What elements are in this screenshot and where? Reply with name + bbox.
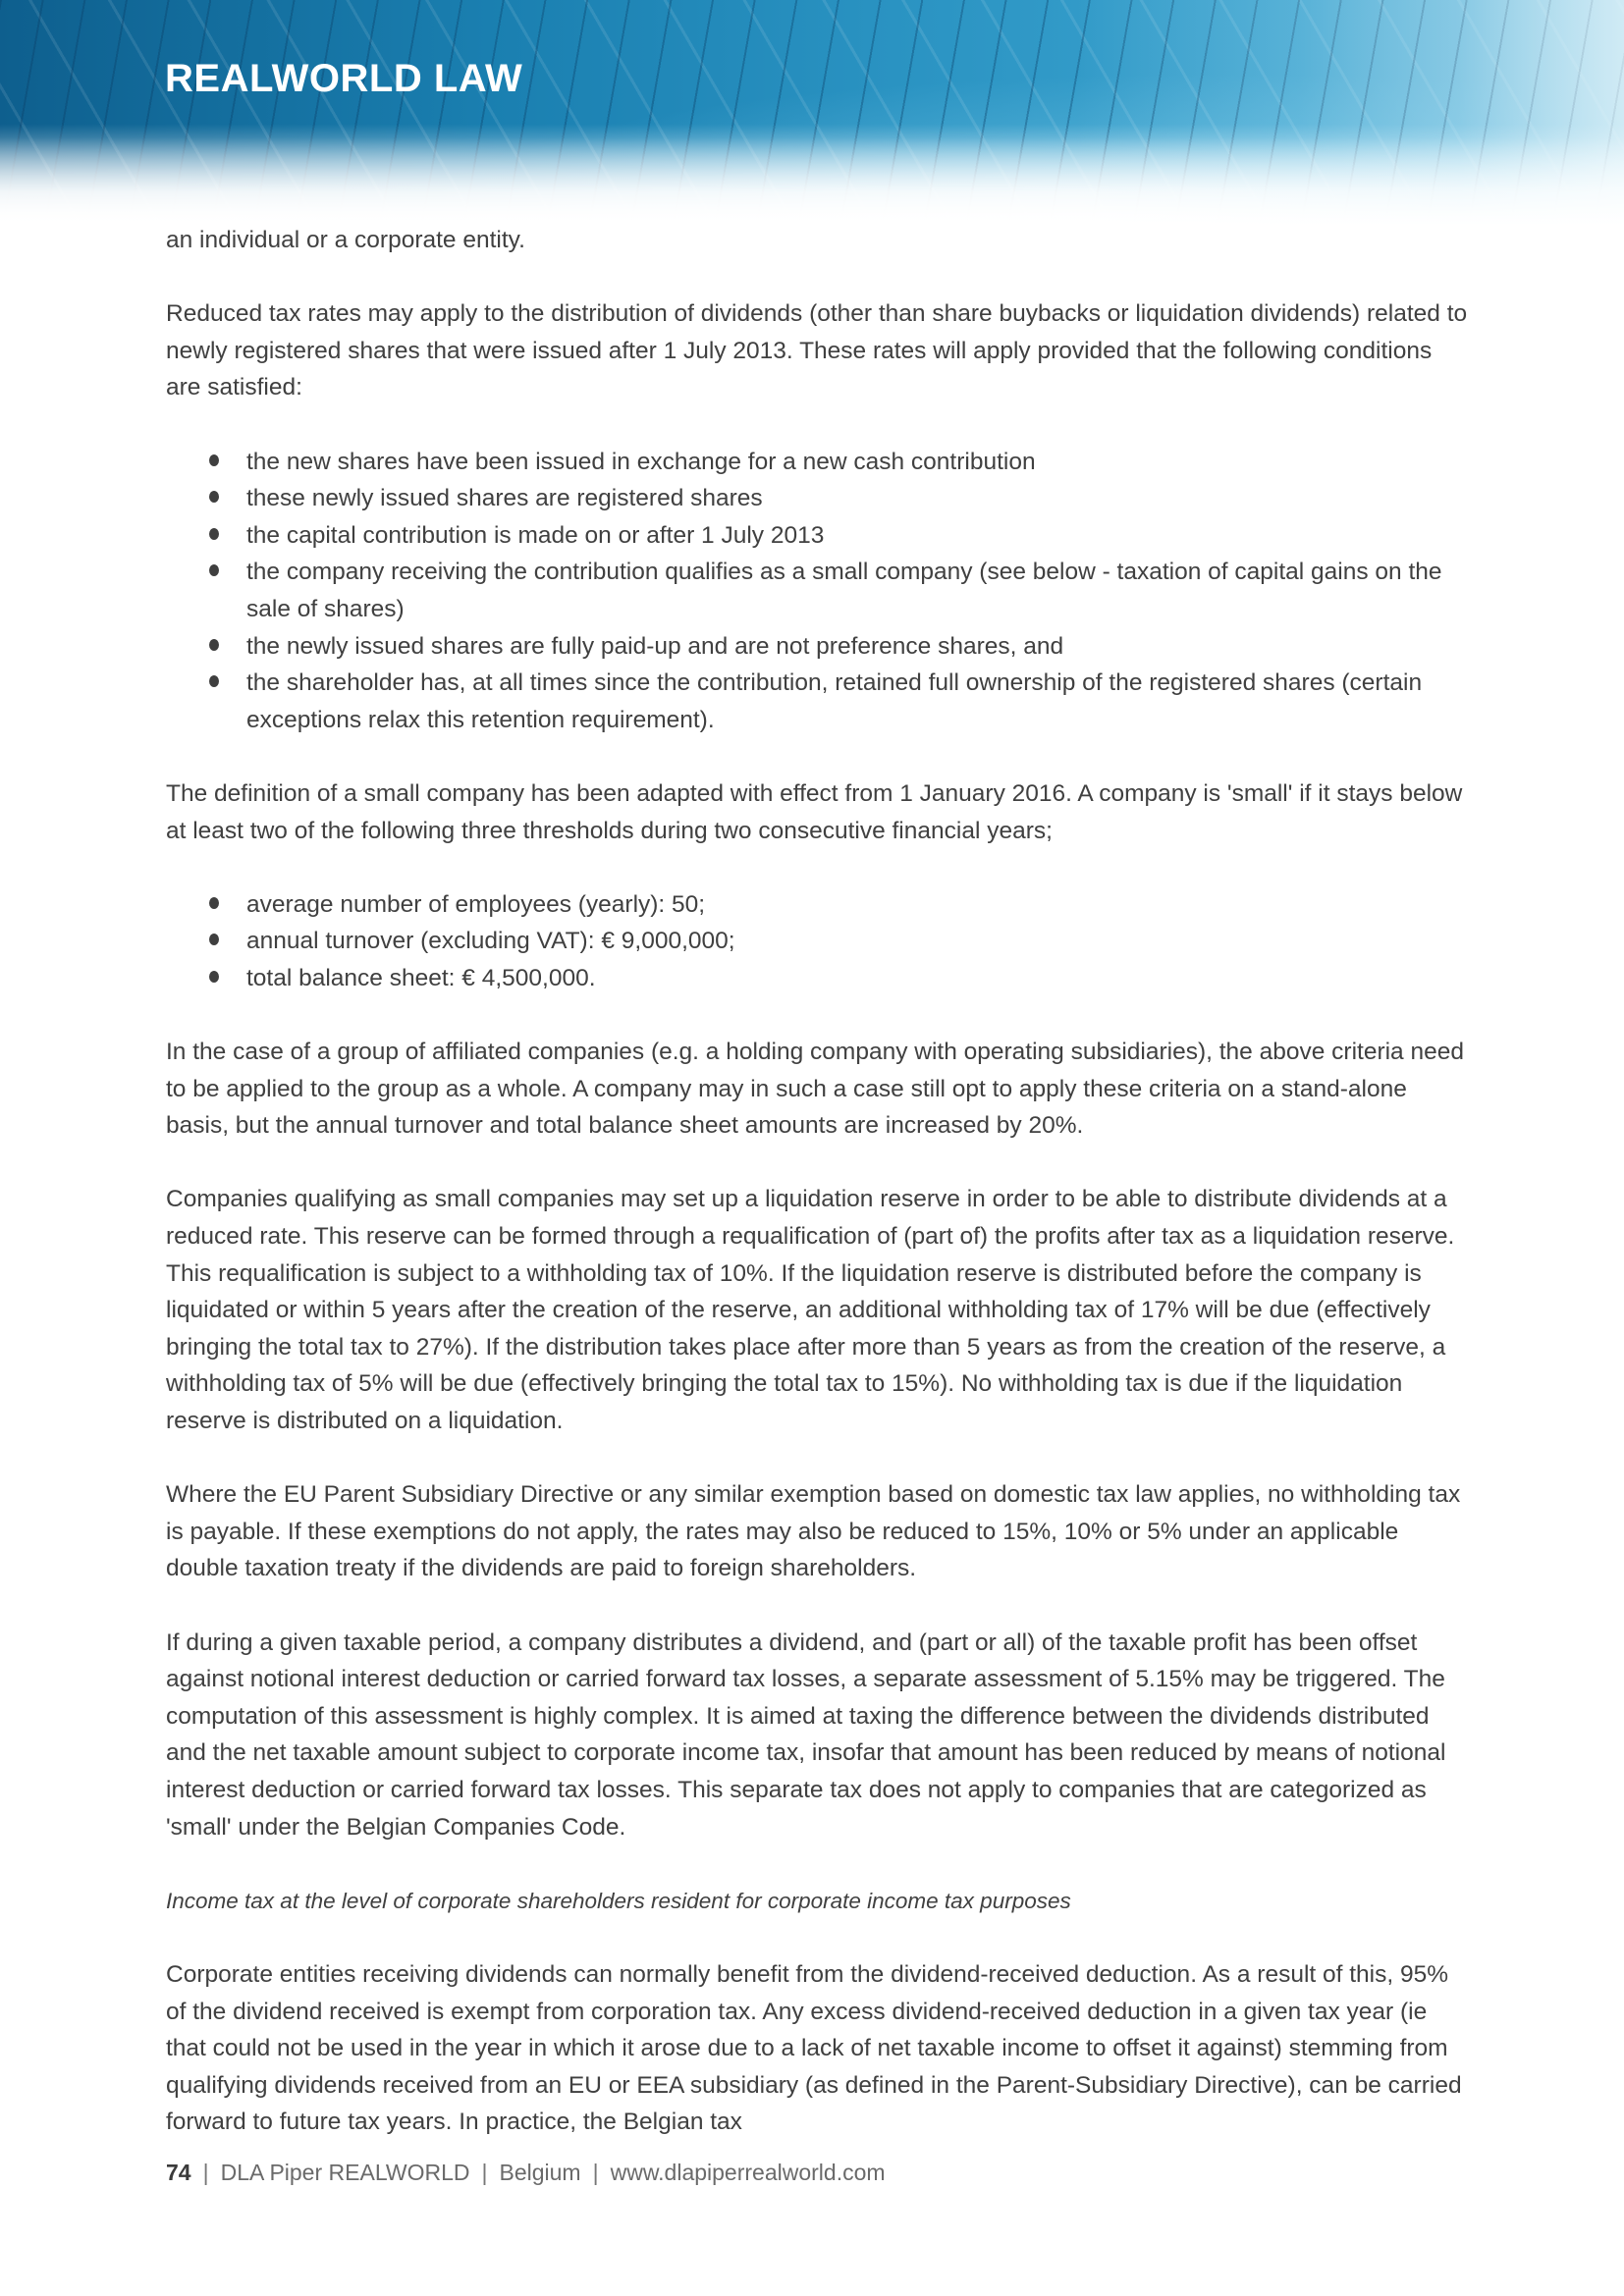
bullet-icon [209, 528, 219, 540]
list-item: the capital contribution is made on or after 1 July 2013 [166, 517, 1472, 555]
page-body [166, 222, 1472, 2177]
conditions-list [166, 444, 1472, 739]
list-item: average number of employees (yearly): 50; [166, 886, 1472, 924]
list-item: the new shares have been issued in exchange for a new cash contribution [166, 444, 1472, 481]
list-item: the shareholder has, at all times since the contribution, retained full ownership of the registered shares (certain exceptions relax this retention requirement). [166, 665, 1472, 738]
list-item: the company receiving the contribution qualifies as a small company (see below - taxation of capital gains on the sale of shares) [166, 554, 1472, 627]
bullet-icon [209, 675, 219, 687]
thresholds-list [166, 886, 1472, 997]
page-footer [166, 2160, 886, 2186]
paragraph: Where the EU Parent Subsidiary Directive or any similar exemption based on domestic tax law applies, no withholding tax is payable. If these exemptions do not apply, the rates may also be reduced to 15%, 10% or 5% under an applicable double taxation treaty if the dividends are paid to foreign shareholders. [166, 1481, 1461, 1582]
page-number: 74 [166, 2160, 191, 2185]
bullet-icon [209, 934, 219, 945]
publication-name: DLA Piper REALWORLD [220, 2160, 470, 2185]
bullet-icon [209, 454, 219, 466]
bullet-icon [209, 491, 219, 503]
footer-separator: | [592, 2160, 599, 2185]
bullet-icon [209, 564, 219, 576]
section-subheading: Income tax at the level of corporate shareholders resident for corporate income tax purposes [166, 1888, 1071, 1913]
website-link[interactable]: www.dlapiperrealworld.com [610, 2160, 886, 2185]
paragraph: an individual or a corporate entity. [166, 227, 525, 253]
list-item: these newly issued shares are registered shares [166, 480, 1472, 517]
bullet-icon [209, 971, 219, 983]
paragraph: In the case of a group of affiliated companies (e.g. a holding company with operating subsidiaries), the above criteria need to be applied to the group as a whole. A company may in such a case still opt to apply these criteria on a stand-alone basis, but the annual turnover and total balance sheet amounts are increased by 20%. [166, 1039, 1464, 1140]
footer-separator: | [202, 2160, 209, 2185]
paragraph: Corporate entities receiving dividends can normally benefit from the dividend-received deduction. As a result of this, 95% of the dividend received is exempt from corporation tax. Any excess dividend-received deduction in a given tax year (ie that could not be used in the year in which it arose due to a lack of net taxable income to offset it against) stemming from qualifying dividends received from an EU or EEA subsidiary (as defined in the Parent-Subsidiary Directive), can be carried forward to future tax years. In practice, the Belgian tax [166, 1960, 1462, 2136]
header-banner [0, 0, 1624, 226]
bullet-icon [209, 897, 219, 909]
country-name: Belgium [499, 2160, 581, 2185]
list-item: total balance sheet: € 4,500,000. [166, 960, 1472, 997]
brand-title: REALWORLD LAW [165, 57, 523, 100]
paragraph: The definition of a small company has been adapted with effect from 1 January 2016. A company is 'small' if it stays below at least two of the following three thresholds during two consecutive financial years; [166, 779, 1463, 844]
paragraph: Companies qualifying as small companies may set up a liquidation reserve in order to be able to distribute dividends at a reduced rate. This reserve can be formed through a requalification of (part of) the profits after tax as a liquidation reserve. This requalification is subject to a withholding tax of 10%. If the liquidation reserve is distributed before the company is liquidated or within 5 years after the creation of the reserve, an additional withholding tax of 17% will be due (effectively bringing the total tax to 27%). If the distribution takes place after more than 5 years as from the creation of the reserve, a withholding tax of 5% will be due (effectively bringing the total tax to 15%). No withholding tax is due if the liquidation reserve is distributed on a liquidation. [166, 1186, 1455, 1434]
list-item: the newly issued shares are fully paid-up and are not preference shares, and [166, 628, 1472, 666]
paragraph: Reduced tax rates may apply to the distribution of dividends (other than share buybacks or liquidation dividends) related to newly registered shares that were issued after 1 July 2013. These rates will apply provided that the following conditions are satisfied: [166, 300, 1468, 401]
list-item: annual turnover (excluding VAT): € 9,000,000; [166, 923, 1472, 960]
bullet-icon [209, 639, 219, 651]
banner-fade [0, 137, 1624, 226]
footer-separator: | [481, 2160, 488, 2185]
paragraph: If during a given taxable period, a company distributes a dividend, and (part or all) of the taxable profit has been offset against notional interest deduction or carried forward tax losses, a separate assessment of 5.15% may be triggered. The computation of this assessment is highly complex. It is aimed at taxing the difference between the dividends distributed and the net taxable amount subject to corporate income tax, insofar that amount has been reduced by means of notional interest deduction or carried forward tax losses. This separate tax does not apply to companies that are categorized as 'small' under the Belgian Companies Code. [166, 1629, 1446, 1841]
